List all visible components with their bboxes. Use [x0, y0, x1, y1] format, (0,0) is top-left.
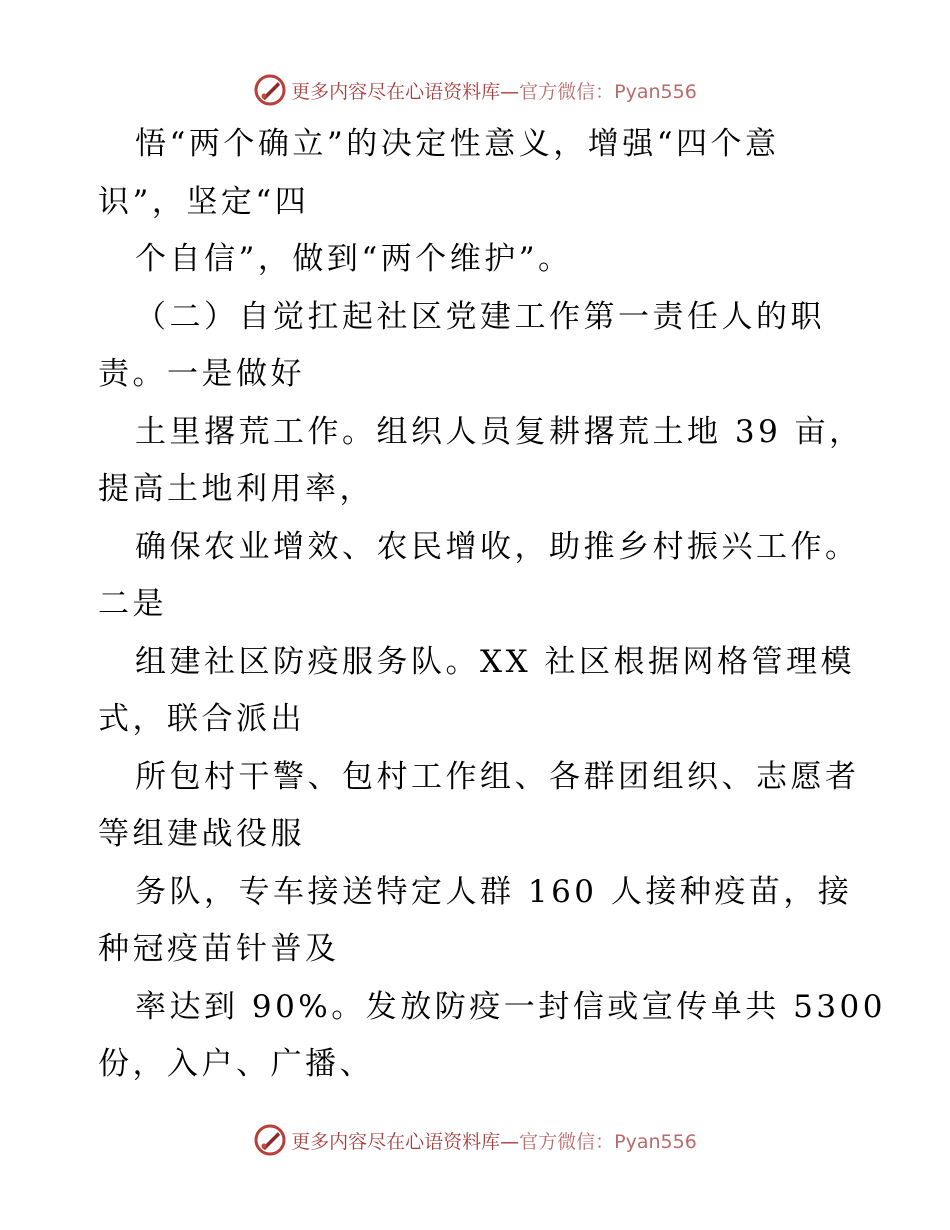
header-brand-text: 更多内容尽在心语资料库: [291, 80, 501, 103]
quill-pen-logo-icon: [253, 73, 287, 107]
footer-dash: —: [500, 1130, 520, 1153]
quill-pen-logo-icon: [253, 1123, 287, 1157]
footer-wechat-text: 官方微信：Pyan556: [519, 1130, 697, 1153]
text-line: 组建社区防疫服务队。XX 社区根据网格管理模: [135, 643, 855, 680]
text-line: 个自信”，做到“两个维护”。: [135, 241, 573, 277]
text-line: 式，联合派出: [98, 701, 305, 737]
text-line: （二）自觉扛起社区党建工作第一责任人的职: [135, 298, 825, 335]
text-line: 务队，专车接送特定人群 160 人接种疫苗，接: [135, 873, 853, 910]
text-line: 土里撂荒工作。组织人员复耕撂荒土地 39 亩，: [135, 413, 864, 450]
document-body: [98, 116, 887, 1094]
footer-watermark-banner: [0, 1120, 950, 1160]
text-line: 所包村干警、包村工作组、各群团组织、志愿者: [135, 758, 860, 795]
text-line: 悟“两个确立”的决定性意义，增强“四个意: [135, 126, 780, 162]
text-line: 责。一是做好: [98, 356, 305, 392]
header-wechat-text: 官方微信：Pyan556: [519, 80, 697, 103]
text-line: 确保农业增效、农民增收，助推乡村振兴工作。: [135, 528, 860, 565]
text-line: 率达到 90%。发放防疫一封信或宣传单共 5300: [135, 988, 887, 1025]
text-line: 份，入户、广播、: [98, 1046, 374, 1082]
footer-banner-text: [291, 1127, 697, 1154]
footer-brand-text: 更多内容尽在心语资料库: [291, 1130, 501, 1153]
header-dash: —: [500, 80, 520, 103]
header-watermark-banner: [0, 70, 950, 110]
header-banner-text: [291, 77, 697, 104]
text-line: 识”，坚定“四: [98, 183, 310, 220]
text-line: 二是: [98, 586, 167, 622]
text-line: 提高土地利用率，: [98, 471, 374, 507]
text-line: 等组建战役服: [98, 816, 305, 852]
text-line: 种冠疫苗针普及: [98, 931, 340, 967]
